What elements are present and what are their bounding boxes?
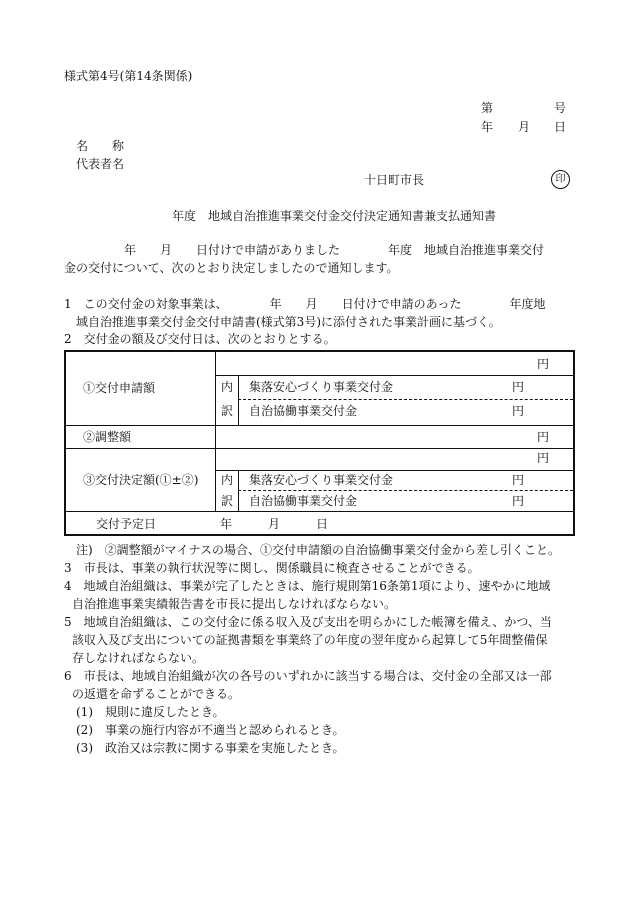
form-number: 様式第4号(第14条関係) (64, 69, 193, 83)
item-1-line-2: 域自治推進事業交付金交付申請書(様式第3号)に添付された事業計画に基づく。 (76, 315, 501, 329)
item-5-line-2: 該収入及び支出についての証拠書類を事業終了の年度の翌年度から起算して5年間整備保 (72, 633, 548, 647)
doc-number-go: 号 (554, 101, 567, 115)
item-6-sub-1: (1) 規則に違反したとき。 (76, 705, 225, 719)
row3-total-yen: 円 (537, 451, 550, 465)
addressee-rep-label: 代表者名 (76, 157, 125, 171)
item-6-line-2: の返還を命ずることができる。 (72, 687, 241, 701)
row3-label: ③交付決定額(①±②) (83, 473, 199, 487)
item-6-sub-3: (3) 政治又は宗教に関する事業を実施したとき。 (76, 741, 345, 755)
row3-wake: 訳 (221, 494, 234, 508)
item-6-sub-2: (2) 事業の施行内容が不適当と認められるとき。 (76, 723, 345, 737)
row1-label: ①交付申請額 (83, 381, 156, 395)
date-day: 日 (554, 120, 567, 134)
date-year: 年 (481, 120, 494, 134)
item-2: 2 交付金の額及び交付日は、次のとおりとする。 (64, 332, 336, 346)
row1-sub-b-yen: 円 (512, 404, 525, 418)
row3-uchi: 内 (221, 473, 234, 487)
document-title: 年度 地域自治推進事業交付金交付決定通知書兼支払通知書 (172, 209, 497, 223)
addressee-name-label: 名 称 (76, 139, 125, 153)
row1-sub-a-yen: 円 (512, 380, 525, 394)
row1-uchi: 内 (221, 380, 234, 394)
item-5-line-1: 5 地域自治組織は、この交付金に係る収入及び支出を明らかにした帳簿を備え、かつ、当 (64, 615, 552, 629)
grant-amount-table (64, 350, 575, 536)
payment-date-label: 交付予定日 (96, 517, 157, 531)
row1-sub-b-label: 自治協働事業交付金 (249, 404, 358, 418)
item-3: 3 市長は、事業の執行状況等に関し、関係職員に検査させることができる。 (64, 561, 480, 575)
row3-sub-a-yen: 円 (512, 473, 525, 487)
item-4-line-2: 自治推進事業実績報告書を市長に提出しなければならない。 (72, 597, 397, 611)
row1-wake: 訳 (221, 404, 234, 418)
item-5-line-3: 存しなければならない。 (72, 651, 205, 665)
row1-sub-a-label: 集落安心づくり事業交付金 (249, 380, 394, 394)
seal-mark: 印 (551, 170, 570, 189)
issuer-title: 十日町市長 (364, 173, 425, 187)
date-month: 月 (518, 120, 531, 134)
doc-number-dai: 第 (481, 101, 494, 115)
payment-date-value: 年 月 日 (220, 517, 329, 531)
row2-yen: 円 (537, 430, 550, 444)
row2-label: ②調整額 (83, 430, 132, 444)
row3-sub-a-label: 集落安心づくり事業交付金 (249, 473, 394, 487)
row3-sub-b-label: 自治協働事業交付金 (249, 494, 358, 508)
intro-line-2: 金の交付について、次のとおり決定しましたので通知します。 (64, 261, 399, 275)
item-1-line-1: 1 この交付金の対象事業は、 年 月 日付けで申請のあった 年度地 (64, 297, 546, 311)
item-6-line-1: 6 市長は、地域自治組織が次の各号のいずれかに該当する場合は、交付金の全部又は一部 (64, 669, 552, 683)
note: 注) ②調整額がマイナスの場合、①交付申請額の自治協働事業交付金から差し引くこと。 (76, 543, 560, 557)
intro-line-1: 年 月 日付けで申請がありました 年度 地域自治推進事業交付 (124, 243, 545, 257)
row3-sub-b-yen: 円 (512, 494, 525, 508)
item-4-line-1: 4 地域自治組織は、事業が完了したときは、施行規則第16条第1項により、速やかに地域 (64, 579, 551, 593)
row1-total-yen: 円 (537, 357, 550, 371)
